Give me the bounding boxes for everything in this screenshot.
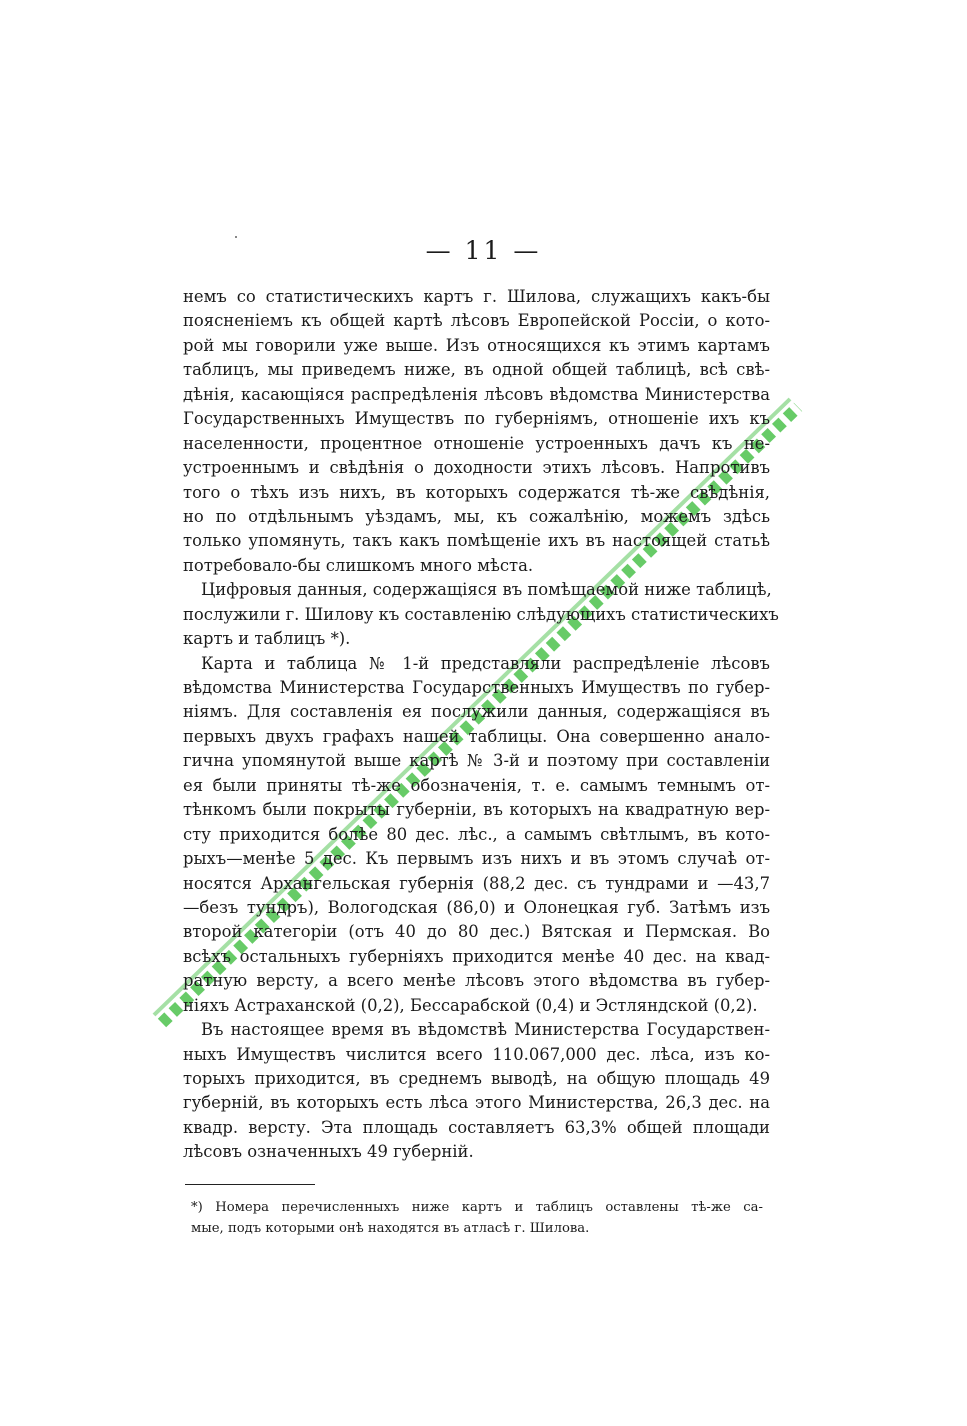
text-line: того о тѣхъ изъ нихъ, въ которыхъ содержатся тѣ-же свѣдѣнія, [183,482,770,502]
footnote [191,1197,763,1239]
text-line: лѣсовъ означенныхъ 49 губерній. [183,1142,474,1162]
footnote-divider [185,1184,315,1185]
paragraph [183,652,770,1019]
text-line: губерній, въ которыхъ есть лѣса этого Министерства, 26,3 дес. на [183,1093,770,1113]
text-line: гична упомянутой выше картѣ № 3-й и поэтому при составленіи [183,751,770,771]
text-line: потребовало-бы слишкомъ много мѣста. [183,555,534,575]
text-line: Карта и таблица № 1-й представляли распредѣленіе лѣсовъ [201,653,770,673]
text-line: ніямъ. Для составленія ея послужили данныя, содержащіяся въ [183,702,770,722]
page-number: — 11 — [425,236,542,265]
text-line: вѣдомства Министерства Государственныхъ Имуществъ по губер- [183,678,770,697]
text-line: поясненіемъ къ общей картѣ лѣсовъ Европейской Россіи, о кото- [183,311,770,331]
paragraph [183,578,779,651]
text-line: ратную версту, а всего менѣе лѣсовъ этого вѣдомства въ губер- [183,971,770,991]
text-line: дѣнія, касающіяся распредѣленія лѣсовъ вѣдомства Министерства [183,384,770,404]
text-line: второй категоріи (отъ 40 до 80 дес.) Вятская и Пермская. Во [183,922,770,942]
text-line: немъ со статистическихъ картъ г. Шилова, служащихъ какъ-бы [183,287,770,306]
text-line: всѣхъ остальныхъ губерніяхъ приходится менѣе 40 дес. на квад- [183,946,770,966]
footnote-line: мые, подъ которыми онѣ находятся въ атласѣ г. Шилова. [191,1221,590,1236]
paragraph [183,285,770,578]
text-line: Въ настоящее время въ вѣдомствѣ Министерства Государствен- [201,1020,770,1040]
text-line: ныхъ Имуществъ числится всего 110.067,000 дес. лѣса, изъ ко- [183,1044,770,1064]
text-line: тѣнкомъ были покрыты губерніи, въ которыхъ на квадратную вер- [183,800,770,820]
text-line: —безъ тундръ), Вологодская (86,0) и Олонецкая губ. Затѣмъ изъ [183,897,770,917]
text-line: сту приходится болѣе 80 дес. лѣс., а самымъ свѣтлымъ, въ кото- [183,824,770,844]
text-line: устроеннымъ и свѣдѣнія о доходности этихъ лѣсовъ. Напротивъ [183,458,770,478]
text-line: послужили г. Шилову къ составленію слѣдующихъ статистическихъ [183,604,779,624]
text-line: ея были приняты тѣ-же обозначенія, т. е. самымъ темнымъ от- [183,775,770,795]
text-line: Цифровыя данныя, содержащіяся въ помѣщаемой ниже таблицѣ, [201,580,772,600]
text-line: Государственныхъ Имуществъ по губерніямъ, отношеніе ихъ къ [183,409,770,429]
footnote-line: *) Номера перечисленныхъ ниже картъ и таблицъ оставлены тѣ-же са- [191,1200,763,1215]
body-text [183,285,779,1165]
text-line: рыхъ—менѣе 5 дес. Къ первымъ изъ нихъ и въ этомъ случаѣ от- [183,849,770,869]
text-line: первыхъ двухъ графахъ нашей таблицы. Она совершенно анало- [183,726,770,746]
text-line: торыхъ приходится, въ среднемъ выводѣ, на общую площадь 49 [183,1069,770,1088]
text-line: таблицъ, мы приведемъ ниже, въ одной общей таблицѣ, всѣ свѣ- [183,360,770,380]
text-line: населенности, процентное отношеніе устроенныхъ дачъ къ не- [183,433,770,453]
paragraph [183,1018,770,1165]
text-line: ніяхъ Астраханской (0,2), Бессарабской (0,4) и Эстляндской (0,2). [183,995,758,1015]
text-line: но по отдѣльнымъ уѣздамъ, мы, къ сожалѣнію, можемъ здѣсь [183,506,770,526]
text-line: только упомянуть, такъ какъ помѣщеніе ихъ въ настоящей статьѣ [183,531,770,551]
text-line: квадр. версту. Эта площадь составляетъ 63,3% общей площади [183,1117,770,1137]
text-line: рой мы говорили уже выше. Изъ относящихся къ этимъ картамъ [183,335,770,355]
text-line: носятся Архангельская губернія (88,2 дес. съ тундрами и —43,7 [183,873,770,893]
text-line: картъ и таблицъ *). [183,629,351,649]
